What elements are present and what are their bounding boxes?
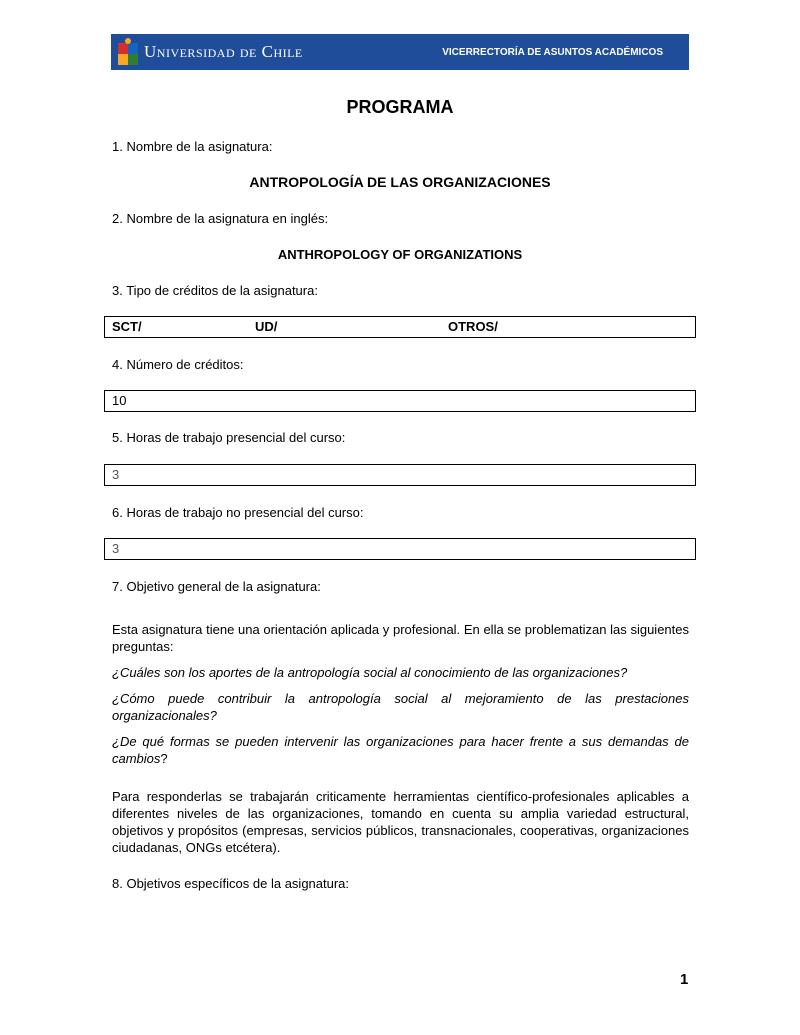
page-title: PROGRAMA — [346, 97, 454, 117]
presential-hours-value: 3 — [112, 467, 120, 482]
credits-value: 10 — [112, 393, 127, 408]
credit-type-ud: UD/ — [255, 319, 278, 334]
course-name: ANTROPOLOGÍA DE LAS ORGANIZACIONES — [249, 174, 551, 190]
section-1-label: 1. Nombre de la asignatura: — [112, 139, 273, 154]
question-2: ¿Cómo puede contribuir la antropología social al mejoramiento de las prestaciones organizacionales? — [112, 691, 689, 723]
section-6-label: 6. Horas de trabajo no presencial del curso: — [112, 505, 364, 520]
office-name: VICERRECTORÍA DE ASUNTOS ACADÉMICOS — [442, 47, 663, 58]
section-4-label: 4. Número de créditos: — [112, 357, 244, 372]
credit-type-sct: SCT/ — [112, 319, 142, 334]
section-8-label: 8. Objetivos específicos de la asignatura: — [112, 876, 350, 891]
section-7-label: 7. Objetivo general de la asignatura: — [112, 579, 321, 594]
non-presential-hours-box — [104, 538, 696, 560]
section-3-label: 3. Tipo de créditos de la asignatura: — [112, 283, 318, 298]
question-3-text: ¿De qué formas se pueden intervenir las organizaciones para hacer frente a sus demandas de cambios — [112, 734, 689, 766]
non-presential-hours-value: 3 — [112, 541, 120, 556]
credit-type-box — [104, 316, 696, 338]
general-objective-body: Para responderlas se trabajarán criticamente herramientas científico-profesionales aplicables a diferentes niveles de las organizaciones, tomando en cuenta su amplia variedad estructural, objetivos y propósitos (empresas, servicios públicos, transnacionales, cooperativas, organizaciones ciudadanas, ONGs etcétera). — [112, 789, 689, 855]
header-banner — [111, 34, 689, 70]
credits-box — [104, 390, 696, 412]
university-name: Universidad de Chile — [144, 42, 303, 61]
question-3-mark: ? — [160, 751, 168, 766]
general-objective-intro: Esta asignatura tiene una orientación aplicada y profesional. En ella se problematizan las siguientes preguntas: — [112, 622, 689, 654]
credit-type-otros: OTROS/ — [448, 319, 498, 334]
page-number: 1 — [680, 971, 689, 988]
university-crest-icon — [117, 37, 139, 67]
course-name-english: ANTHROPOLOGY OF ORGANIZATIONS — [277, 247, 523, 262]
question-3 — [112, 733, 689, 767]
question-1: ¿Cuáles son los aportes de la antropología social al conocimiento de las organizaciones? — [112, 665, 628, 680]
section-5-label: 5. Horas de trabajo presencial del curso: — [112, 430, 346, 445]
presential-hours-box — [104, 464, 696, 486]
section-2-label: 2. Nombre de la asignatura en inglés: — [112, 211, 329, 226]
